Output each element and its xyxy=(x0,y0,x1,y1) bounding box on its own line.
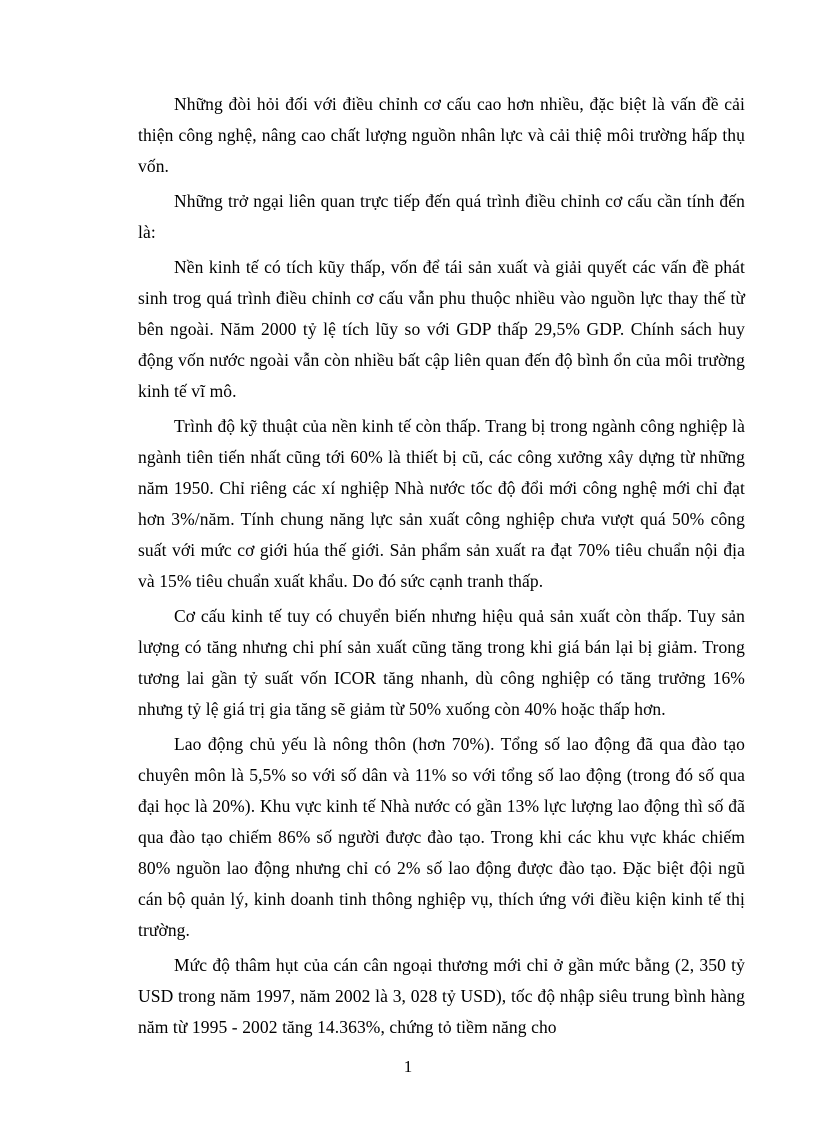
paragraph-2: Những trở ngại liên quan trực tiếp đến quá trình điều chỉnh cơ cấu cần tính đến là: xyxy=(138,191,745,242)
paragraph-5: Cơ cấu kinh tế tuy có chuyển biến nhưng hiệu quả sản xuất còn thấp. Tuy sản lượng có tăng nhưng chi phí sản xuất cũng tăng trong khi giá bán lại bị giảm. Trong tương lai gần tỷ suất vốn ICOR tăng nhanh, dù công nghiệp có tăng trưởng 16% nhưng tỷ lệ giá trị gia tăng sẽ giảm từ 50% xuống còn 40% hoặc thấp hơn. xyxy=(138,606,745,719)
page-number: 1 xyxy=(403,1057,413,1076)
paragraph-3: Nền kinh tế có tích kũy thấp, vốn để tái sản xuất và giải quyết các vấn đề phát sinh trog quá trình điều chỉnh cơ cấu vẫn phu thuộc nhiều vào nguồn lực thay thế từ bên ngoài. Năm 2000 tỷ lệ tích lũy so với GDP thấp 29,5% GDP. Chính sách huy động vốn nước ngoài vẫn còn nhiều bất cập liên quan đến độ bình ổn của môi trường kinh tế vĩ mô. xyxy=(138,257,745,401)
paragraph-4: Trình độ kỹ thuật của nền kinh tế còn thấp. Trang bị trong ngành công nghiệp là ngành tiên tiến nhất cũng tới 60% là thiết bị cũ, các công xưởng xây dựng từ những năm 1950. Chỉ riêng các xí nghiệp Nhà nước tốc độ đổi mới công nghệ mới chỉ đạt hơn 3%/năm. Tính chung năng lực sản xuất công nghiệp chưa vượt quá 50% công suất với mức cơ giới húa thế giới. Sản phẩm sản xuất ra đạt 70% tiêu chuẩn nội địa và 15% tiêu chuẩn xuất khẩu. Do đó sức cạnh tranh thấp. xyxy=(138,416,745,591)
body-text xyxy=(138,89,745,1047)
paragraph-1: Những đòi hỏi đối với điều chỉnh cơ cấu cao hơn nhiều, đặc biệt là vấn đề cải thiện công nghệ, nâng cao chất lượng nguồn nhân lực và cải thiệ môi trường hấp thụ vốn. xyxy=(138,94,745,176)
paragraph-7: Mức độ thâm hụt của cán cân ngoại thương mới chỉ ở gần mức bằng (2, 350 tỷ USD trong năm 1997, năm 2002 là 3, 028 tỷ USD), tốc độ nhập siêu trung bình hàng năm từ 1995 - 2002 tăng 14.363%, chứng tỏ tiềm năng cho xyxy=(138,955,745,1037)
paragraph-6: Lao động chủ yếu là nông thôn (hơn 70%). Tổng số lao động đã qua đào tạo chuyên môn là 5,5% so với số dân và 11% so với tổng số lao động (trong đó số qua đại học là 20%). Khu vực kinh tế Nhà nước có gần 13% lực lượng lao động thì số đã qua đào tạo chiếm 86% số người được đào tạo. Trong khi các khu vực khác chiếm 80% nguồn lao động nhưng chỉ có 2% số lao động được đào tạo. Đặc biệt đội ngũ cán bộ quản lý, kinh doanh tinh thông nghiệp vụ, thích ứng với điều kiện kinh tế thị trường. xyxy=(138,734,745,940)
